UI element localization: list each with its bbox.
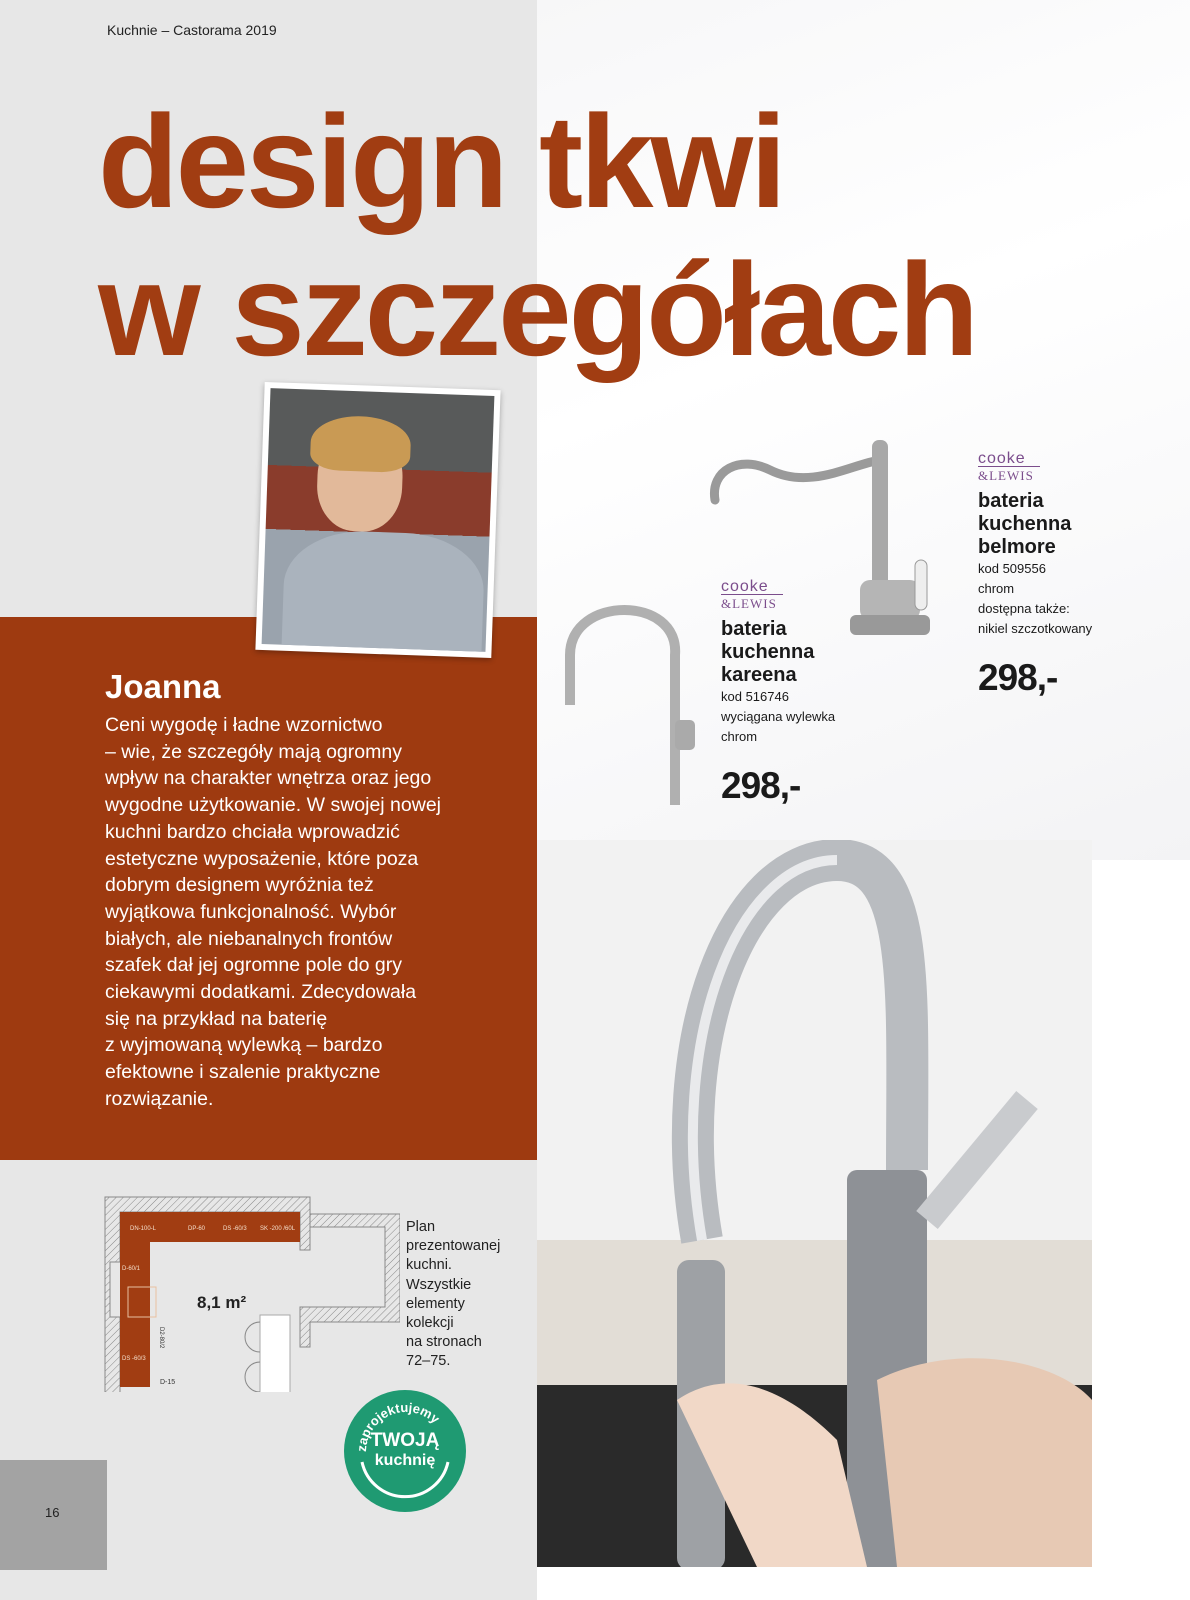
cabinet-label: DS -60/3 (223, 1226, 247, 1232)
product-details: kod 509556 chrom dostępna także: nikiel szczotkowany (978, 561, 1093, 636)
bio-line: wyjątkowa funkcjonalność. Wybór (105, 900, 397, 923)
bio-line: estetyczne wyposażenie, które poza (105, 847, 419, 870)
bio-line: dobrym designem wyróżnia też (105, 874, 374, 897)
bio-line: – wie, że szczegóły mają ogromny (105, 740, 402, 763)
headline-line-1: design tkwi (98, 88, 784, 235)
cabinet-label: DP-60 (188, 1226, 206, 1232)
design-service-badge[interactable] (344, 1390, 466, 1512)
running-title: Kuchnie – Castorama 2019 (107, 22, 277, 38)
cooke-lewis-logo: cooke &LEWIS (978, 452, 1092, 482)
product-price: 298,- (978, 657, 1058, 698)
badge-line-2: kuchnię (374, 1452, 436, 1469)
portrait-photo (255, 382, 500, 658)
page-number: 16 (45, 1505, 60, 1520)
product-name: bateria kuchenna belmore (978, 490, 1072, 558)
bio-line: rozwiązanie. (105, 1087, 214, 1110)
bio-line: ciekawymi dodatkami. Zdecydowała (105, 981, 417, 1004)
cabinet-label: DN-100-L (130, 1226, 157, 1232)
badge-line-1: TWOJĄ (370, 1430, 440, 1451)
profile-bio (105, 712, 441, 1113)
faucet-in-use-photo (537, 840, 1092, 1567)
bio-line: białych, ale niebanalnych frontów (105, 927, 393, 950)
kareena-faucet-image (560, 595, 710, 815)
profile-name: Joanna (105, 668, 221, 705)
bio-line: wygodne użytkowanie. W swojej nowej (105, 794, 441, 817)
room-area: 8,1 m² (197, 1293, 247, 1312)
bio-line: wpływ na charakter wnętrza oraz jego (105, 767, 432, 790)
headline-line-2: w szczegółach (98, 236, 976, 383)
cabinet-label: DS -60/3 (122, 1356, 146, 1362)
cabinet-label: SK -200 /60L (260, 1226, 296, 1232)
plan-caption: Plan prezentowanej kuchni. Wszystkie elementy kolekcji na stronach 72–75. (406, 1219, 501, 1370)
product-name: bateria kuchenna kareena (721, 618, 815, 686)
kitchen-floor-plan (100, 1192, 400, 1392)
bio-line: szafek dał jej ogromne pole do gry (105, 954, 403, 977)
cooke-lewis-logo: cooke &LEWIS (721, 580, 835, 610)
product-price: 298,- (721, 765, 801, 806)
badge-arc-text: zaprojektujemy (353, 1399, 443, 1453)
cabinet-label: D-60/1 (122, 1266, 141, 1272)
headline (98, 88, 976, 384)
bio-line: się na przykład na baterię (105, 1007, 328, 1030)
cabinet-label: D2-80/2 (158, 1327, 164, 1349)
product-kareena (721, 580, 835, 807)
cabinet-label: D-15 (160, 1379, 176, 1386)
product-details: kod 516746 wyciągana wylewka chrom (721, 689, 836, 744)
bio-line: efektowne i szalenie praktyczne (105, 1061, 381, 1084)
bio-line: Ceni wygodę i ładne wzornictwo (105, 714, 383, 736)
bio-line: z wyjmowaną wylewką – bardzo (105, 1034, 383, 1057)
bio-line: kuchni bardzo chciała wprowadzić (105, 820, 400, 843)
product-belmore (978, 452, 1092, 699)
